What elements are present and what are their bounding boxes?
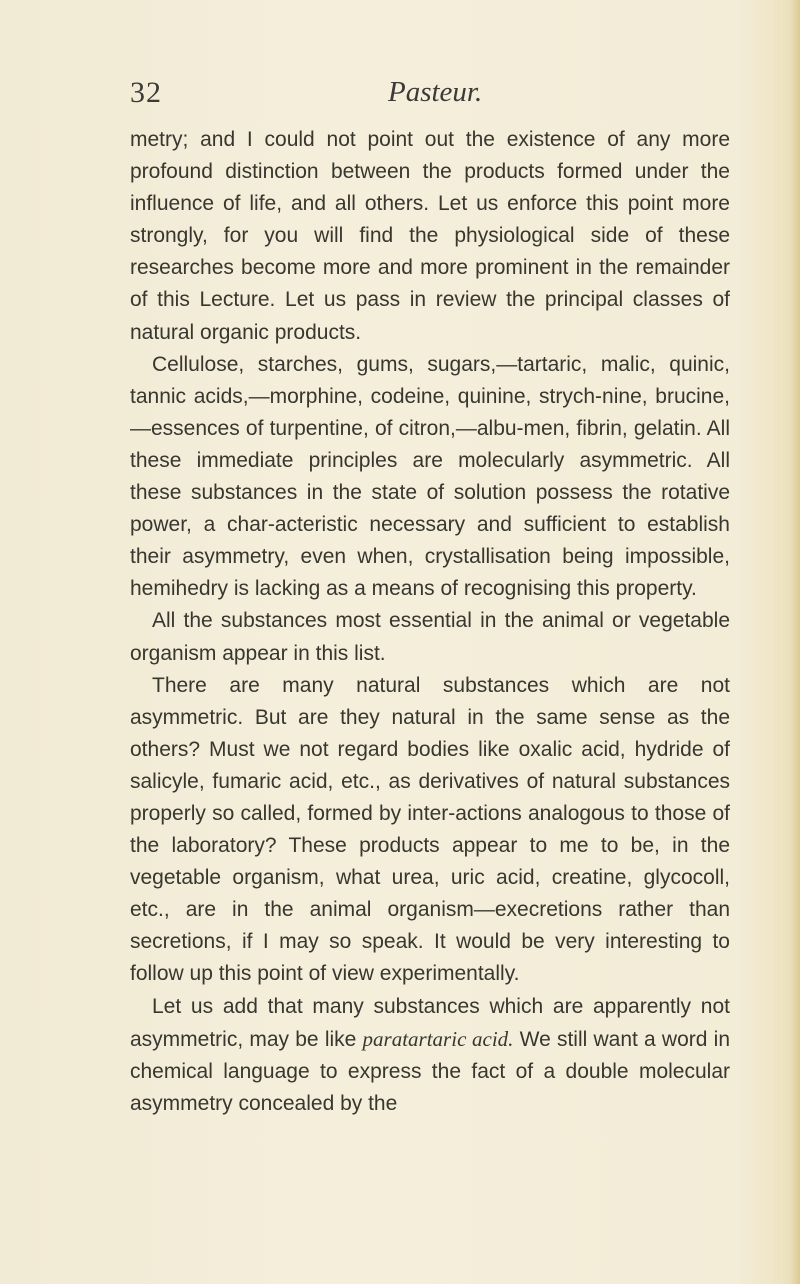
paragraph-3: All the substances most essential in the animal or vegetable organism appear in this list. bbox=[130, 609, 730, 665]
paragraph-2: Cellulose, starches, gums, sugars,—tartaric, malic, quinic, tannic acids,—morphine, codeine, quinine, strych-nine, brucine,—essences of turpentine, of citron,—albu-men, fibrin, gelatin. All these immediate principles are molecularly asymmetric. All these substances in the state of solution possess the rotative power, a char-acteristic necessary and sufficient to establish their asymmetry, even when, crystallisation being impossible, hemihedry is lacking as a means of recognising this property. bbox=[130, 352, 730, 601]
page-header bbox=[130, 76, 730, 116]
body-text bbox=[130, 124, 730, 1120]
paragraph-4: There are many natural substances which are not asymmetric. But are they natural in the same sense as the others? Must we not regard bodies like oxalic acid, hydride of salicyle, fumaric acid, etc., as derivatives of natural substances properly so called, formed by inter-actions analogous to those of the laboratory? These products appear to me to be, in the vegetable organism, what urea, uric acid, creatine, glycocoll, etc., are in the animal organism—execretions rather than secretions, if I may so speak. It would be very interesting to follow up this point of view experimentally. bbox=[130, 673, 730, 986]
paragraph-1: metry; and I could not point out the existence of any more profound distinction between the products formed under the influence of life, and all others. Let us enforce this point more strongly, for you will find the physiological side of these researches become more and more prominent in the remainder of this Lecture. Let us pass in review the principal classes of natural organic products. bbox=[130, 128, 730, 344]
paragraph-5-after: We still want a word in chemical language to express the fact of a double molecular asymmetry concealed by the bbox=[130, 1027, 731, 1115]
paragraph-5-italic: paratartaric acid. bbox=[362, 1026, 514, 1051]
page-number: 32 bbox=[130, 76, 162, 109]
paragraph-5-before: Let us add that many substances which are apparently not asymmetric, may be like bbox=[130, 994, 730, 1051]
paragraph-5 bbox=[130, 991, 730, 1120]
page-edge-shadow bbox=[790, 0, 800, 1284]
running-title: Pasteur. bbox=[388, 76, 483, 108]
